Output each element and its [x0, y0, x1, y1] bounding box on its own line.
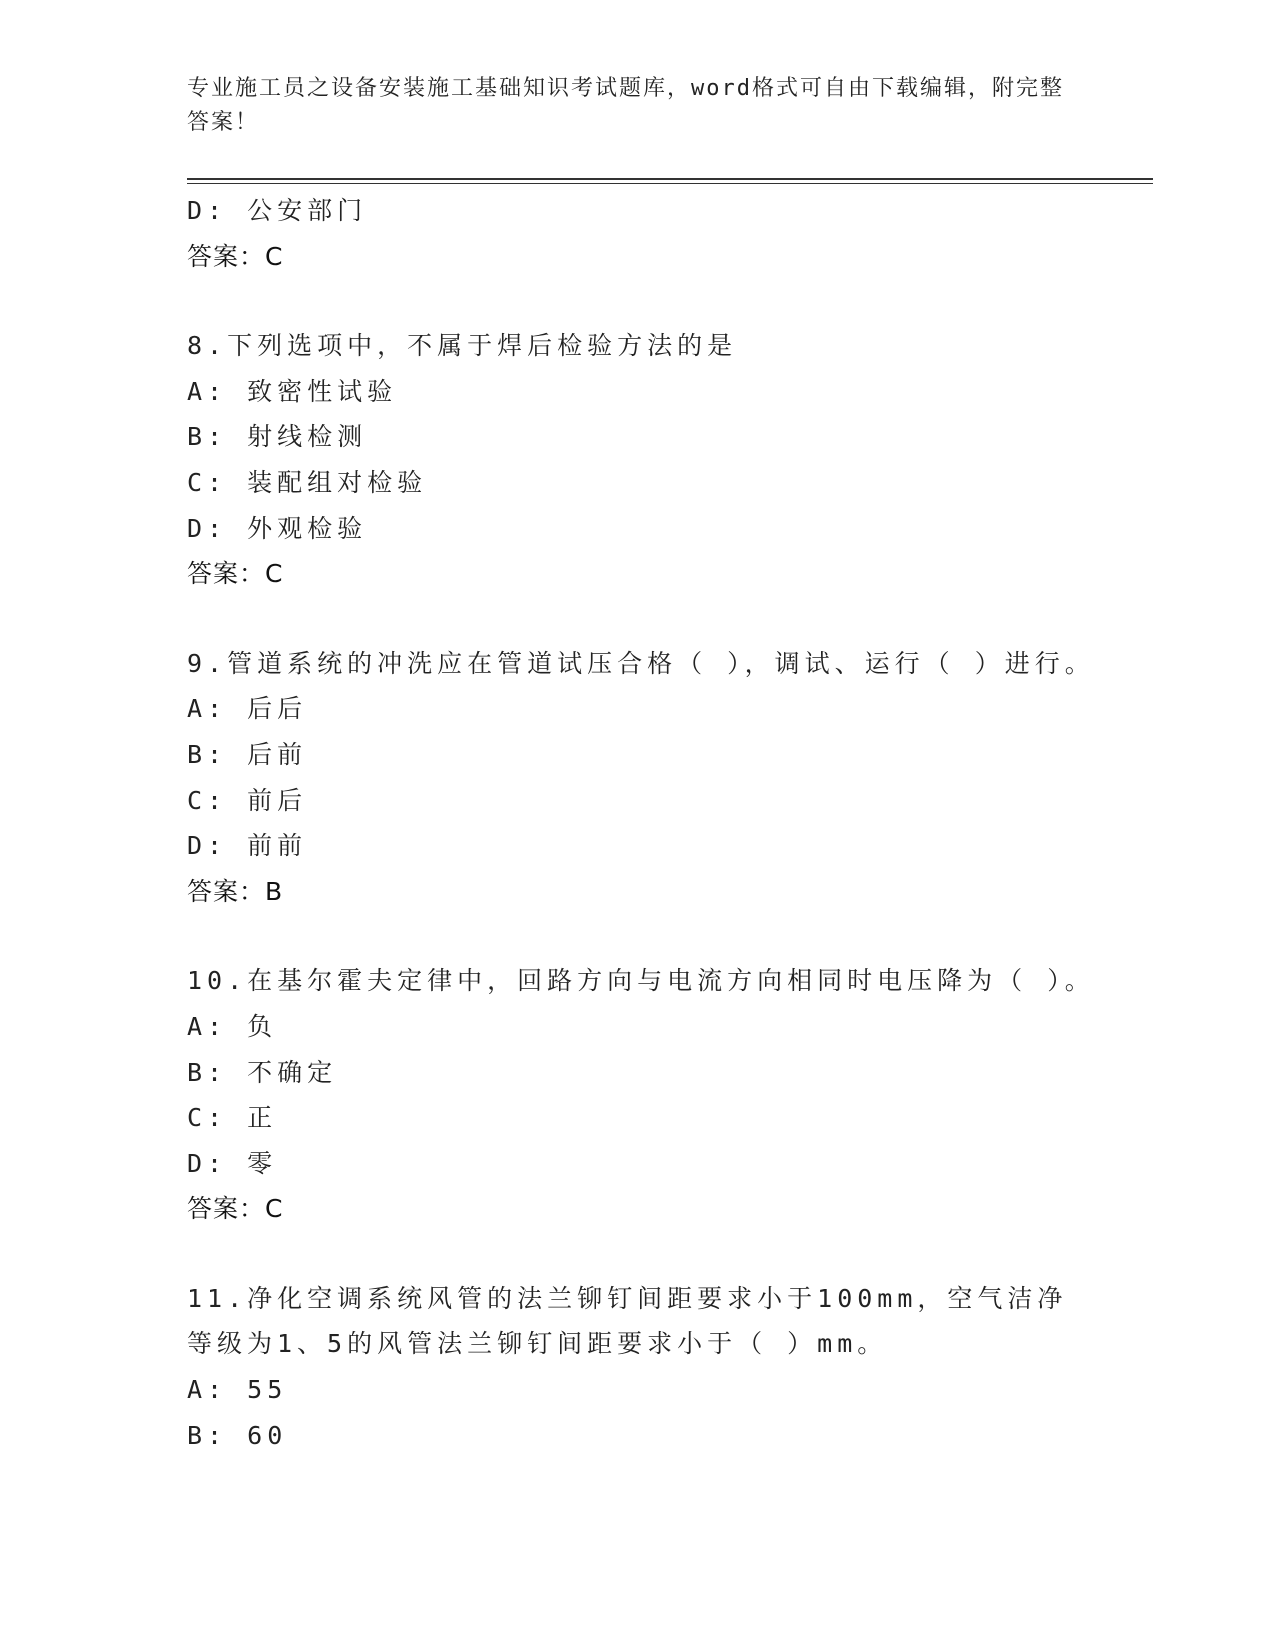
spacer	[187, 914, 1087, 958]
document-header	[187, 72, 1067, 140]
question-block	[187, 641, 1095, 915]
header-divider-thin	[187, 183, 1153, 184]
answer-line: 答案：B	[187, 876, 284, 906]
question-text: 8.下列选项中，不属于焊后检验方法的是	[187, 331, 738, 361]
option-c: C: 正	[187, 1103, 278, 1133]
header-title: 专业施工员之设备安装施工基础知识考试题库，word格式可自由下载编辑，附完整答案！	[187, 76, 1064, 135]
question-block	[187, 958, 1095, 1232]
question-block	[187, 1276, 1087, 1458]
previous-question-tail	[187, 188, 1087, 279]
question-block	[187, 323, 1087, 597]
option-b: B: 射线检测	[187, 422, 368, 452]
option-a: A: 致密性试验	[187, 376, 398, 406]
option-b: B: 后前	[187, 739, 308, 769]
option-b: B: 60	[187, 1420, 288, 1450]
answer-line: 答案：C	[187, 241, 284, 271]
header-divider-thick	[187, 178, 1153, 180]
option-d: D: 前前	[187, 831, 308, 861]
option-c: C: 装配组对检验	[187, 467, 428, 497]
spacer	[187, 597, 1087, 641]
option-a: A: 55	[187, 1375, 288, 1405]
option-d: D: 零	[187, 1148, 278, 1178]
option-d: D: 公安部门	[187, 196, 368, 225]
answer-line: 答案：C	[187, 1194, 284, 1224]
option-b: B: 不确定	[187, 1057, 338, 1087]
question-text: 11.净化空调系统风管的法兰铆钉间距要求小于100mm，空气洁净等级为1、5的风管法兰铆钉间距要求小于（ ）mm。	[187, 1283, 1068, 1359]
spacer	[187, 279, 1087, 323]
option-c: C: 前后	[187, 785, 308, 815]
question-text: 9.管道系统的冲洗应在管道试压合格（ ），调试、运行（ ）进行。	[187, 648, 1095, 678]
question-list	[187, 188, 1095, 1458]
option-d: D: 外观检验	[187, 513, 368, 543]
question-text: 10.在基尔霍夫定律中，回路方向与电流方向相同时电压降为（ ）。	[187, 966, 1095, 996]
answer-line: 答案：C	[187, 559, 284, 589]
option-a: A: 负	[187, 1011, 278, 1041]
spacer	[187, 1232, 1087, 1276]
option-a: A: 后后	[187, 694, 308, 724]
